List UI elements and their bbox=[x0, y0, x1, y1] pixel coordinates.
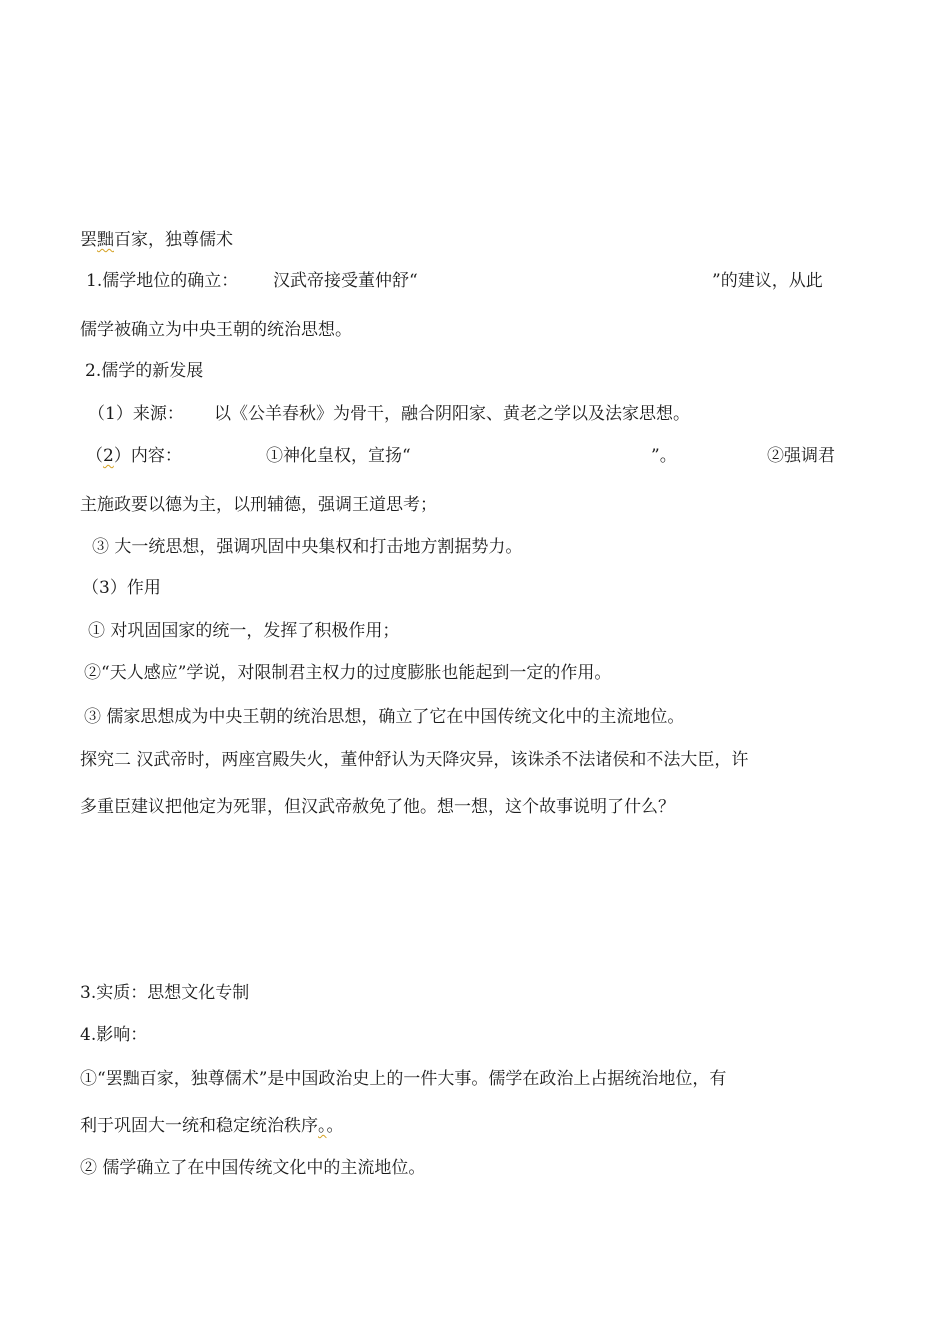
content-label: （2）内容： bbox=[86, 446, 182, 466]
effect-heading: （3）作用 bbox=[82, 578, 161, 598]
s4-item1: ①“罢黜百家，独尊儒术”是中国政治史上的一件大事。儒学在政治上占据统治地位，有 bbox=[80, 1069, 727, 1089]
s4-heading: 4.影响： bbox=[80, 1025, 148, 1045]
title-part: 百家，独尊儒术 bbox=[114, 230, 233, 250]
s1-tail: ”的建议，从此 bbox=[712, 271, 823, 291]
s4-item1-continuation: 利于巩固大一统和稳定统治秩序。。 bbox=[80, 1116, 344, 1136]
source-label: （1）来源： bbox=[88, 404, 184, 424]
source-text: 以《公羊春秋》为骨干，融合阴阳家、黄老之学以及法家思想。 bbox=[214, 404, 690, 424]
s3-essence: 3.实质：思想文化专制 bbox=[80, 983, 250, 1003]
content-item3: ③ 大一统思想，强调巩固中央集权和打击地方割据势力。 bbox=[92, 537, 523, 557]
s1-label: 1.儒学地位的确立： bbox=[86, 271, 239, 291]
title-spellcheck-mark: 黜 bbox=[97, 230, 114, 250]
content-item1-tail: ”。 bbox=[651, 446, 677, 466]
title-part: 罢 bbox=[80, 230, 97, 250]
s4-spellcheck-mark: 。 bbox=[318, 1116, 327, 1136]
section-title bbox=[80, 229, 860, 251]
s1-continuation: 儒学被确立为中央王朝的统治思想。 bbox=[80, 320, 352, 340]
s4-item2: ② 儒学确立了在中国传统文化中的主流地位。 bbox=[80, 1158, 426, 1178]
content-spellcheck-mark: 2 bbox=[103, 446, 114, 466]
content-item1: ①神化皇权，宣扬“ bbox=[266, 446, 411, 466]
effect-item3: ③ 儒家思想成为中央王朝的统治思想，确立了它在中国传统文化中的主流地位。 bbox=[84, 707, 685, 727]
content-item2: ②强调君 bbox=[767, 446, 835, 466]
explore-question-line2: 多重臣建议把他定为死罪，但汉武帝赦免了他。想一想，这个故事说明了什么？ bbox=[80, 797, 675, 817]
effect-item2: ②“天人感应”学说，对限制君主权力的过度膨胀也能起到一定的作用。 bbox=[84, 663, 612, 683]
effect-item1: ① 对巩固国家的统一，发挥了积极作用； bbox=[88, 621, 400, 641]
explore-question-line1: 探究二 汉武帝时，两座宫殿失火，董仲舒认为天降灾异，该诛杀不法诸侯和不法大臣，许 bbox=[80, 750, 749, 770]
s2-heading: 2.儒学的新发展 bbox=[85, 361, 204, 381]
s1-text: 汉武帝接受董仲舒“ bbox=[273, 271, 418, 291]
content-item2-continuation: 主施政要以德为主，以刑辅德，强调王道思考； bbox=[80, 495, 437, 515]
